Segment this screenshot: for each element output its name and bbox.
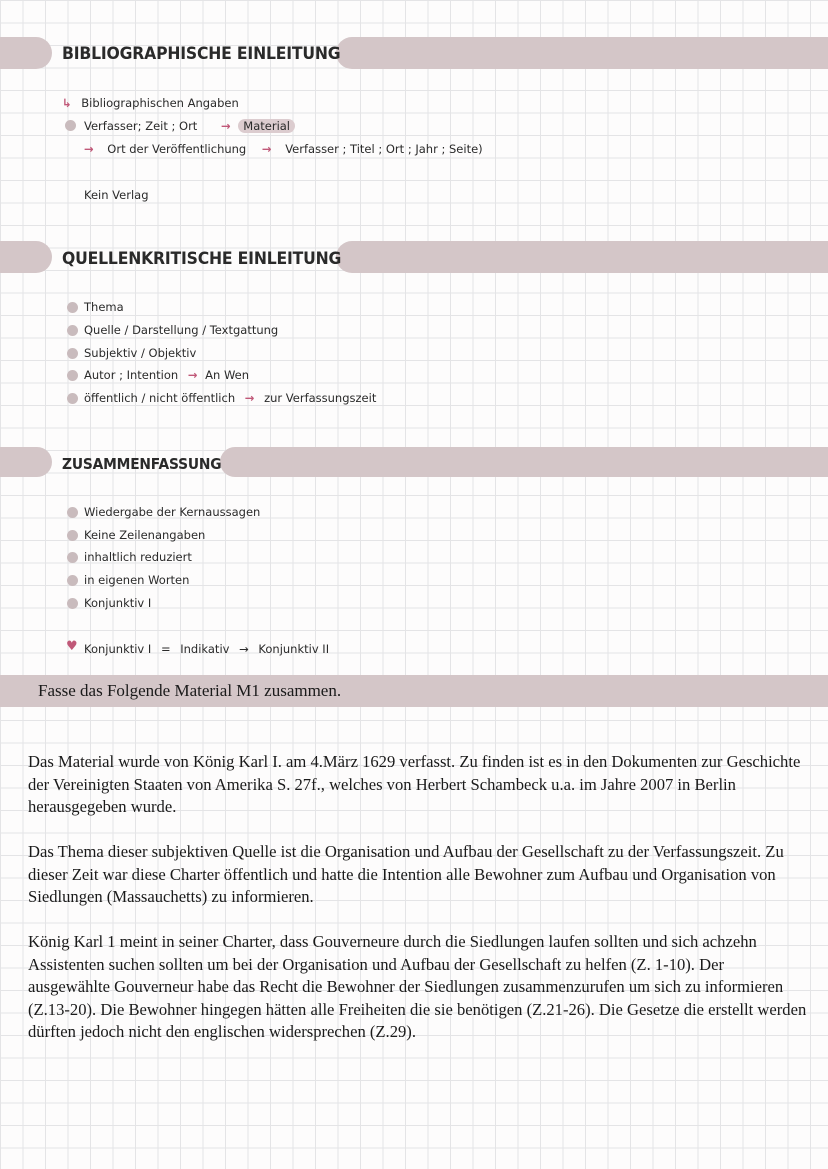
bullet-dot <box>65 120 76 131</box>
header-bar-left <box>0 241 52 273</box>
note-b: Indikativ <box>180 642 230 656</box>
bullet-dot <box>67 575 78 586</box>
note-line-4: Kein Verlag <box>84 188 149 202</box>
list-item: Quelle / Darstellung / Textgattung <box>84 323 279 337</box>
list-item: Keine Zeilenangaben <box>84 528 206 542</box>
header-bar-right <box>336 37 828 69</box>
bullet-dot <box>67 325 78 336</box>
paragraph-1: Das Material wurde von König Karl I. am 4.März 1629 verfasst. Zu finden ist es in den Dokumenten zur Geschichte der Vereinigten Staaten von Amerika S. 27f., welches von Herbert Schambeck u.a. im Jahre 2007 in Berlin herausgegeben wurde. <box>28 752 801 816</box>
list-item: Wiedergabe der Kernaussagen <box>84 505 261 519</box>
arrow-icon: → <box>187 368 198 382</box>
item-extra: An Wen <box>205 368 250 382</box>
bullet-dot <box>67 507 78 518</box>
section-title-quellenkritisch: QUELLENKRITISCHE EINLEITUNG <box>62 249 342 269</box>
item-text: öffentlich / nicht öffentlich <box>84 391 236 405</box>
bullet-dot <box>67 530 78 541</box>
arrow-icon: → <box>84 142 94 156</box>
arrow-icon: → <box>261 142 272 156</box>
note-text: Bibliographischen Angaben <box>81 96 239 110</box>
material-tag: Material <box>238 119 295 133</box>
note-line-2 <box>84 119 295 133</box>
list-item: Subjektiv / Objektiv <box>84 346 197 360</box>
note-text: Verfasser ; Titel ; Ort ; Jahr ; Seite) <box>285 142 483 156</box>
return-arrow-icon: ↳ <box>62 96 72 110</box>
list-item: Konjunktiv I <box>84 596 152 610</box>
header-bar-left <box>0 37 52 69</box>
list-item: Thema <box>84 300 124 314</box>
bullet-dot <box>67 348 78 359</box>
bullet-dot <box>67 393 78 404</box>
paragraph-2: Das Thema dieser subjektiven Quelle ist die Organisation und Aufbau der Gesellschaft zu der Verfassungszeit. Zu dieser Zeit war diese Charter öffentlich und hatte die Intention alle Bewohner zum Aufbau und Organisation von Siedlungen (Massauchetts) zu informieren. <box>28 842 784 906</box>
heart-icon: ♥ <box>66 639 78 654</box>
header-bar-left <box>0 447 52 477</box>
equals-sign: = <box>160 642 171 656</box>
note-text: Ort der Veröffentlichung <box>107 142 247 156</box>
item-extra: zur Verfassungszeit <box>264 391 377 405</box>
arrow-icon: → <box>239 642 249 656</box>
note-text: Verfasser; Zeit ; Ort <box>84 119 198 133</box>
paragraph-3: König Karl 1 meint in seiner Charter, dass Gouverneure durch die Siedlungen laufen sollten und sich achzehn Assistenten suchen sollten um bei der Organisation und Aufbau der Gesellschaft zu helfen (Z. 1-10). Der ausgewählte Gouverneur habe das Recht die Bewohner der Siedlungen zusammenzurufen um sich zu informieren (Z.13-20). Die Bewohner hingegen hätten alle Freiheiten die sie benötigen (Z.21-26). Die Gesetze die erstellt werden dürften jedoch nicht den englischen widersprechen (Z.29). <box>28 932 807 1041</box>
bullet-dot <box>67 370 78 381</box>
bullet-dot <box>67 302 78 313</box>
header-bar-right <box>336 241 828 273</box>
note-a: Konjunktiv I <box>84 642 152 656</box>
bullet-dot <box>67 552 78 563</box>
arrow-icon: → <box>244 391 255 405</box>
header-bar-right <box>220 447 828 477</box>
task-instruction: Fasse das Folgende Material M1 zusammen. <box>38 681 342 700</box>
section-title-bibliographisch: BIBLIOGRAPHISCHE EINLEITUNG <box>62 44 341 64</box>
list-item <box>84 391 376 405</box>
note-c: Konjunktiv II <box>258 642 330 656</box>
arrow-icon: → <box>220 119 231 133</box>
list-item: inhaltlich reduziert <box>84 550 192 564</box>
note-line-3 <box>84 142 483 156</box>
item-text: Autor ; Intention <box>84 368 179 382</box>
section-title-zusammenfassung: ZUSAMMENFASSUNG <box>62 455 222 473</box>
note-line-1 <box>62 96 239 110</box>
list-item: in eigenen Worten <box>84 573 190 587</box>
list-item <box>84 368 249 382</box>
bullet-dot <box>67 598 78 609</box>
konjunktiv-note <box>84 642 329 656</box>
